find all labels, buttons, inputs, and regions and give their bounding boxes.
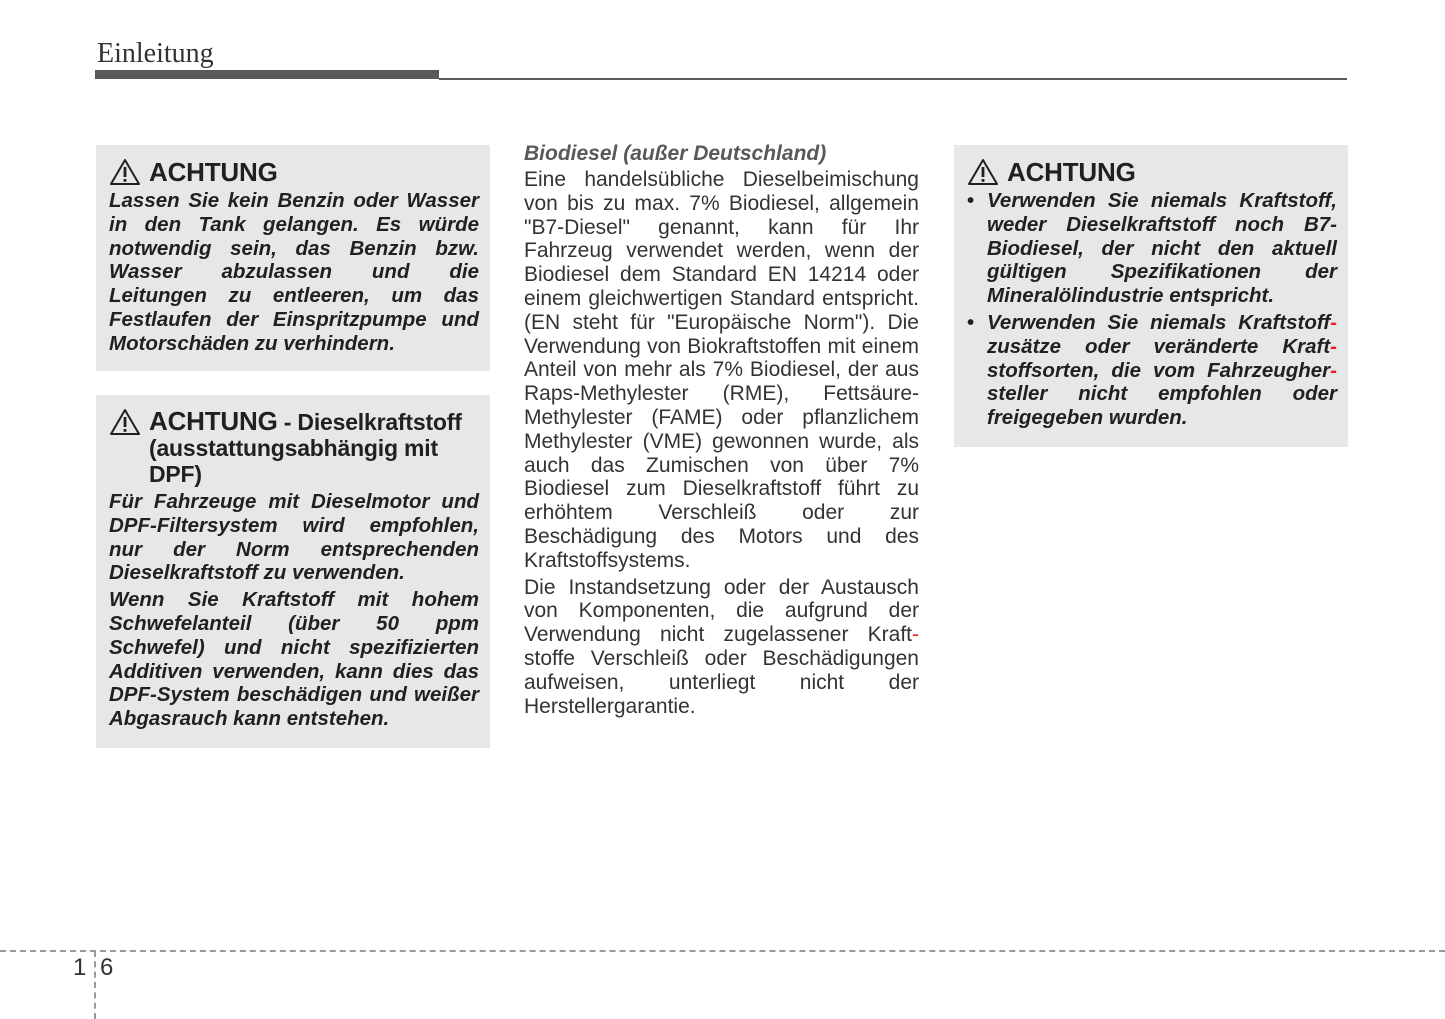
text-segment: Verwenden Sie niemals Kraftstoff	[987, 310, 1331, 334]
page-number: 6	[100, 954, 114, 981]
text-segment: stoffe Verschleiß oder Beschädigungen aufweisen, unterliegt nicht der Herstellergarantie.	[524, 646, 919, 718]
hyphen-mark: -	[912, 623, 919, 647]
warning-triangle-icon	[109, 408, 141, 436]
text-segment: zusätze oder veränderte Kraft	[987, 334, 1331, 358]
warning-box-diesel-dpf	[96, 395, 490, 748]
footer-rule	[0, 950, 1445, 952]
biodiesel-heading: Biodiesel (außer Deutschland)	[524, 142, 827, 165]
warning-paragraph: Wenn Sie Kraftstoff mit hohem Schwefelanteil (über 50 ppm Schwefel) und nicht spezifizierten Additiven verwenden, kann dies das DPF-System beschädigen und weißer Abgasrauch kann entstehen.	[109, 588, 479, 731]
biodiesel-paragraph	[524, 576, 919, 719]
hyphen-mark: -	[1330, 358, 1337, 382]
warning-subtitle: (ausstattungsabhängig mit DPF)	[149, 435, 438, 487]
warning-header	[109, 158, 479, 187]
warning-title-main: ACHTUNG	[149, 406, 278, 436]
list-item	[967, 311, 1337, 430]
warning-triangle-icon	[109, 158, 141, 186]
hyphen-mark: -	[1330, 334, 1337, 358]
warning-box-fuel	[96, 145, 490, 371]
warning-title-suffix: - Dieselkraftstoff	[277, 409, 462, 435]
header-rule-thick	[95, 70, 439, 79]
biodiesel-paragraph: Eine handelsübliche Dieselbeimischung von bis zu max. 7% Biodiesel, allgemein "B7-Diesel" genannt, kann für Ihr Fahrzeug verwendet werden, wenn der Biodiesel dem Standard EN 14214 oder einem gleichwertigen Standard entspricht. (EN steht für "Europäische Norm"). Die Verwendung von Biokraftstoffen mit einem Anteil von mehr als 7% Biodiesel, der aus Raps-Methylester (RME), Fettsäure-Methylester (FAME) oder pflanzlichem Methylester (VME) gewonnen wurde, als auch das Zumischen von über 7% Biodiesel zum Dieselkraftstoff führt zu erhöhtem Verschleiß oder zur Beschädigung des Motors und des Kraftstoffsystems.	[524, 168, 919, 572]
page-header-title: Einleitung	[97, 38, 214, 69]
warning-box-fuel-spec	[954, 145, 1348, 447]
warning-header	[109, 408, 479, 487]
warning-title: ACHTUNG	[1007, 157, 1136, 187]
footer-divider	[94, 951, 96, 1019]
list-item: • Verwenden Sie niemals Kraftstoff, weder Dieselkraftstoff noch B7-Biodiesel, der nicht den aktuell gültigen Spezifikationen der Mineralölindustrie entspricht.	[967, 189, 1337, 308]
warning-header	[967, 158, 1337, 187]
text-segment: Die Instandsetzung oder der Austausch von Komponenten, die aufgrund der Verwendung nicht zugelassener Kraft	[524, 575, 919, 647]
warning-title	[149, 408, 479, 487]
chapter-number: 1	[73, 954, 87, 981]
warning-triangle-icon	[967, 158, 999, 186]
warning-paragraph: Für Fahrzeuge mit Dieselmotor und DPF-Filtersystem wird empfohlen, nur der Norm entsprechenden Dieselkraftstoff zu verwenden.	[109, 490, 479, 585]
warning-bullet-list	[967, 189, 1337, 430]
header-rule-thin	[439, 78, 1347, 80]
biodiesel-section	[524, 140, 919, 721]
warning-text: Lassen Sie kein Benzin oder Wasser in den Tank gelangen. Es würde notwendig sein, das Benzin bzw. Wasser abzulassen und die Leitungen zu entleeren, um das Festlaufen der Einspritzpumpe und Motorschäden zu verhindern.	[109, 189, 479, 355]
text-segment: steller nicht empfohlen oder freigegeben wurden.	[987, 382, 1337, 430]
hyphen-mark: -	[1330, 310, 1337, 334]
warning-title: ACHTUNG	[149, 157, 278, 187]
text-segment: stoffsorten, die vom Fahrzeugher	[987, 358, 1331, 382]
